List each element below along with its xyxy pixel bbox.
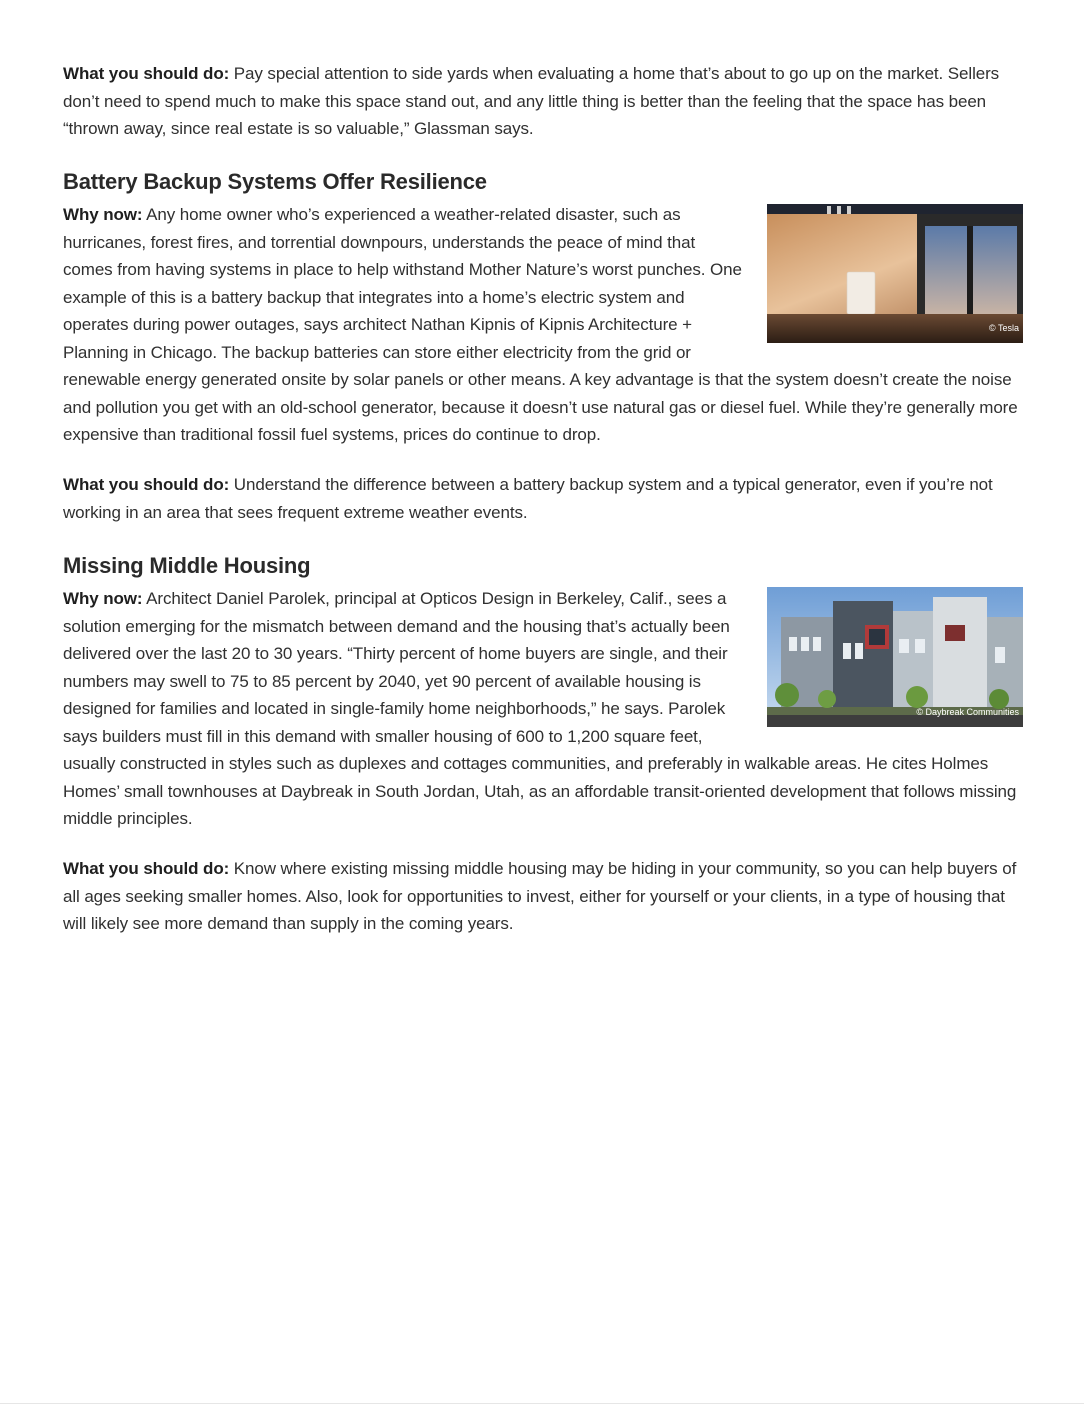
do-text: Understand the difference between a battery backup system and a typical generator, even if you’re not working in an area that sees frequent extreme weather events. [63,475,993,522]
image-credit: © Daybreak Communities [916,706,1019,717]
image-credit: © Tesla [989,322,1019,333]
page-bottom-divider [0,1403,1084,1404]
battery-why-paragraph [63,201,1023,449]
battery-heading: Battery Backup Systems Offer Resilience [63,169,487,194]
missing-middle-do-paragraph [63,855,1023,938]
missing-middle-why-paragraph [63,585,1023,833]
why-text: Architect Daniel Parolek, principal at Opticos Design in Berkeley, Calif., sees a solution emerging for the mismatch between demand and the housing that’s actually been delivered over the last 20 to 30 years. “Thirty percent of home buyers are single, and their numbers may swell to 75 to 85 percent by 2040, yet 90 percent of available housing is designed for families and located in single-family home neighborhoods,” he says. Parolek says builders must fill in this demand with smaller housing of 600 to 1,200 square feet, usually constructed in styles such as duplexes and cottages communities, and preferably in walkable areas. He cites Holmes Homes’ small townhouses at Daybreak in South Jordan, Utah, as an affordable transit-oriented development that follows missing middle principles. [63,589,1017,828]
missing-middle-heading: Missing Middle Housing [63,553,311,578]
why-text: Any home owner who’s experienced a weather-related disaster, such as hurricanes, forest fires, and torrential downpours, understands the peace of mind that comes from having systems in place to help withstand Mother Nature’s worst punches. One example of this is a battery backup that integrates into a home’s electric system and operates during power outages, says architect Nathan Kipnis of Kipnis Architecture + Planning in Chicago. The backup batteries can store either electricity from the grid or renewable energy generated onsite by solar panels or other means. A key advantage is that the system doesn’t create the noise and pollution you get with an old-school generator, because it doesn’t use natural gas or diesel fuel. While they’re generally more expensive than traditional fossil fuel systems, prices do continue to drop. [63,205,1018,444]
do-label: What you should do: [63,64,230,83]
do-label: What you should do: [63,475,230,494]
tesla-powerwall-photo [767,204,1023,343]
battery-do-paragraph [63,471,1023,526]
side-yards-do-paragraph [63,60,1023,143]
missing-middle-image [767,587,1023,727]
battery-image [767,204,1023,343]
do-label: What you should do: [63,859,230,878]
why-label: Why now: [63,205,143,224]
why-label: Why now: [63,589,143,608]
do-text: Know where existing missing middle housing may be hiding in your community, so you can help buyers of all ages seeking smaller homes. Also, look for opportunities to invest, either for yourself or your clients, in a type of housing that will likely see more demand than supply in the coming years. [63,859,1017,933]
do-text: Pay special attention to side yards when evaluating a home that’s about to go up on the market. Sellers don’t need to spend much to make this space stand out, and any little thing is better than the feeling that the space has been “thrown away, since real estate is so valuable,” Glassman says. [63,64,1000,138]
